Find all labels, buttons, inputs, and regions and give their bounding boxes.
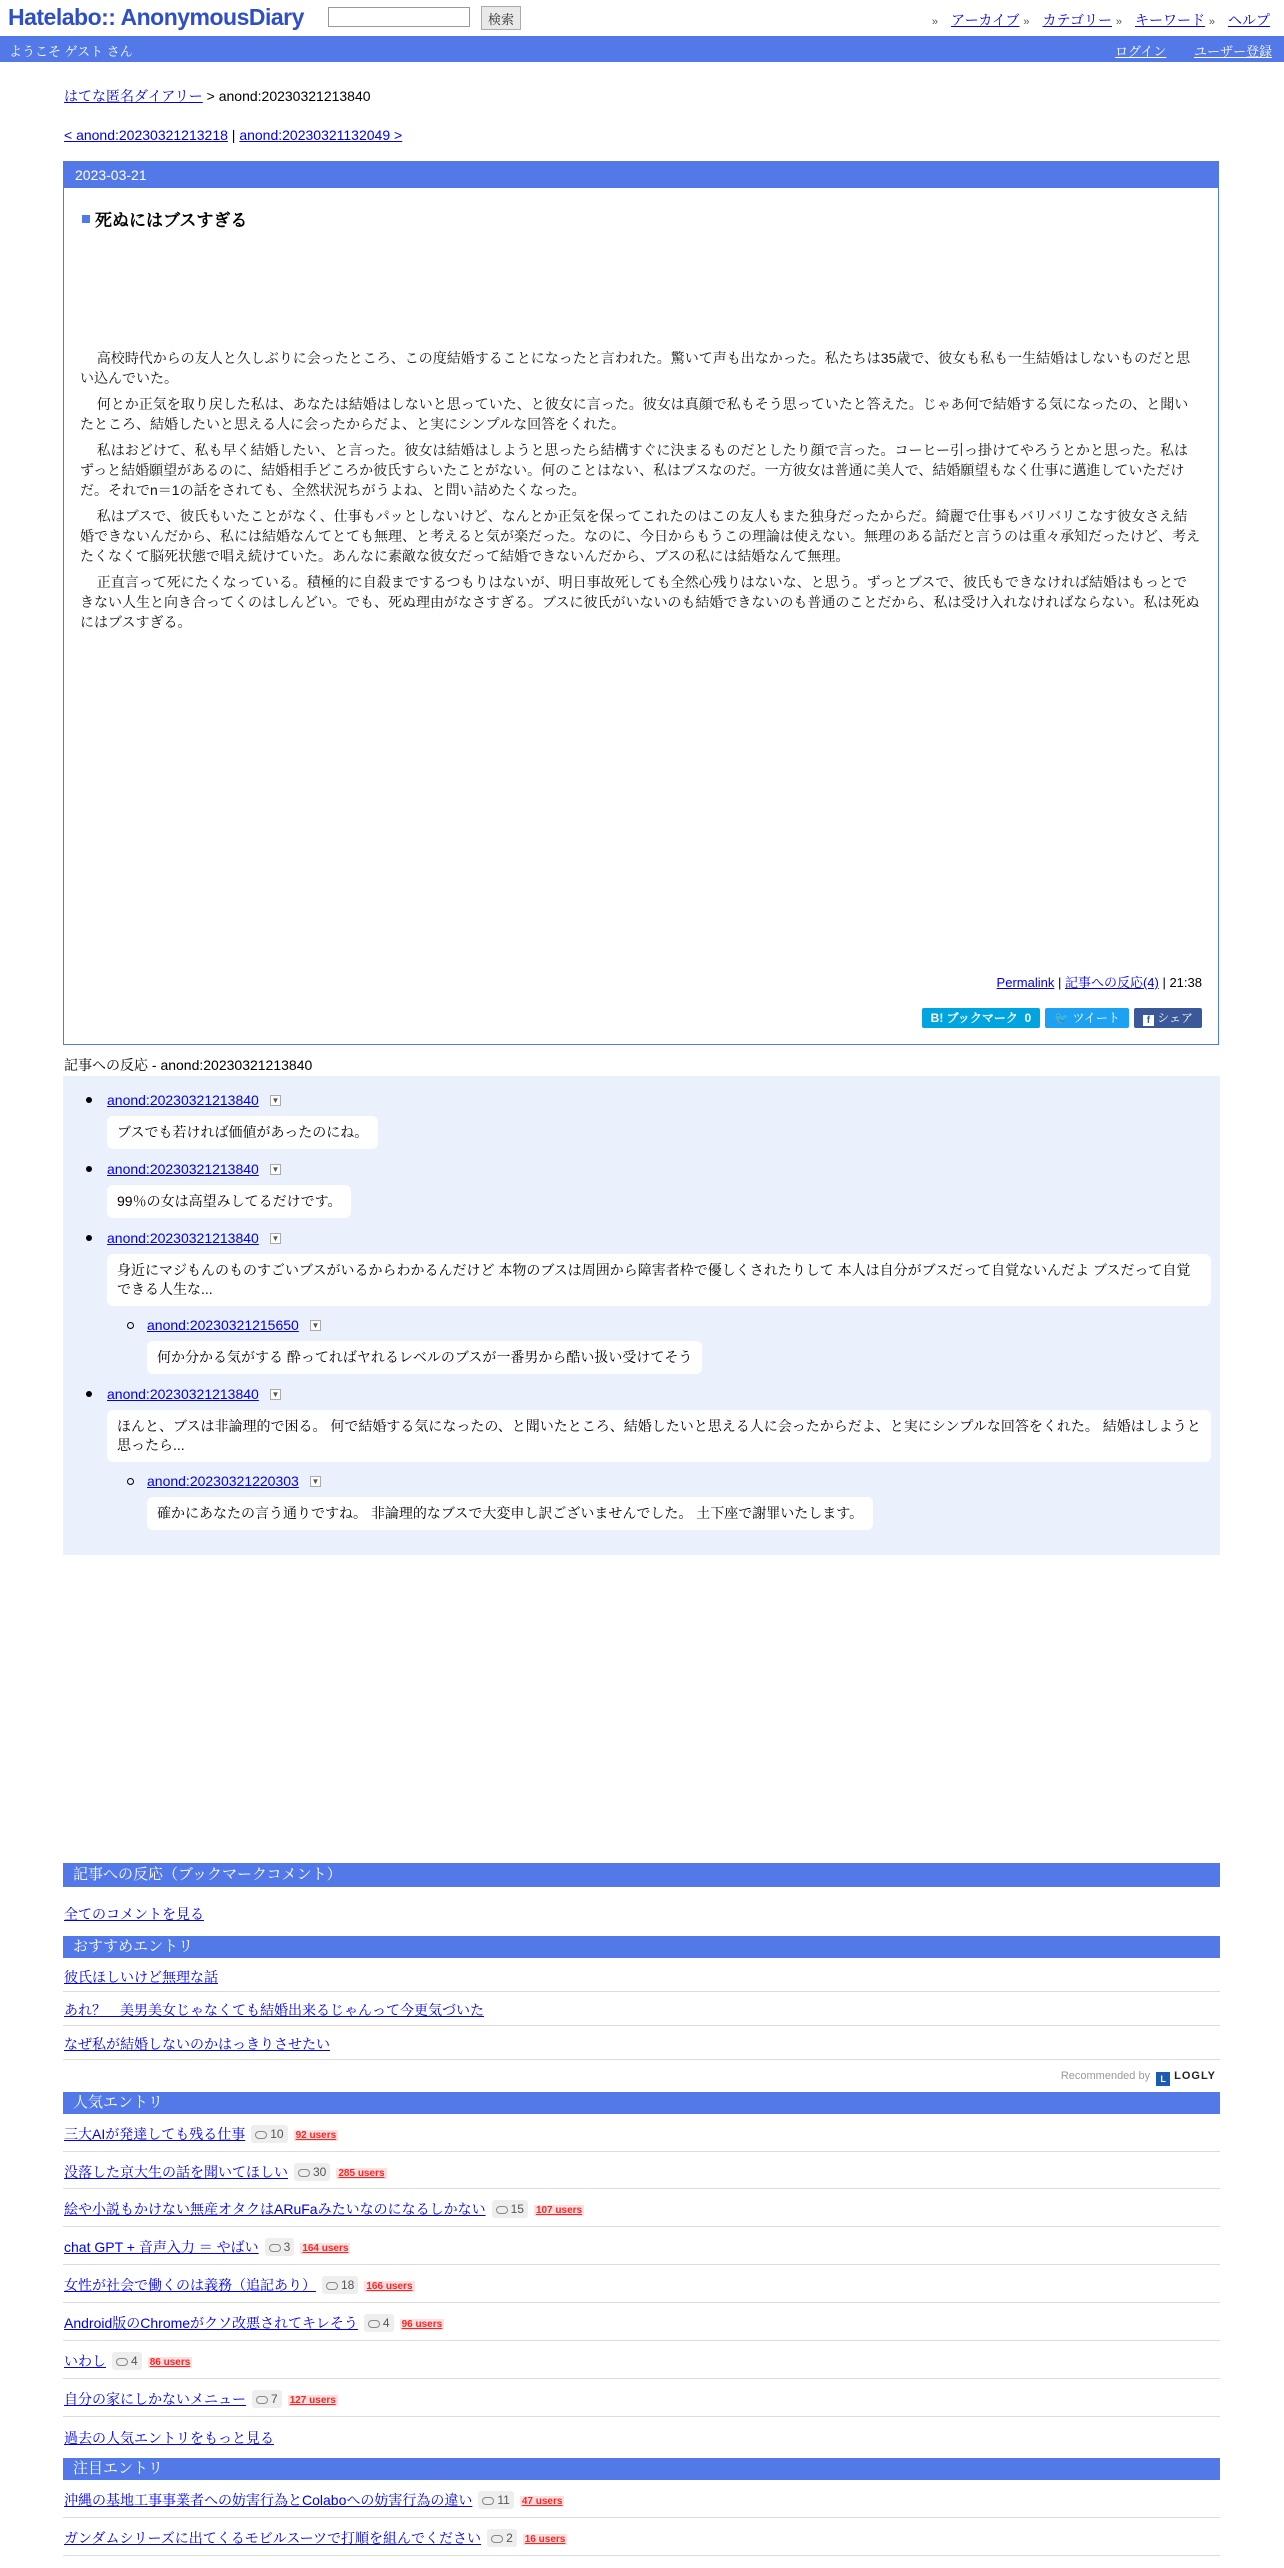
comment-count: 15 bbox=[510, 2202, 524, 2216]
reaction-link[interactable]: anond:20230321213840 bbox=[107, 1092, 259, 1108]
site-header bbox=[0, 0, 1284, 36]
facebook-share-button[interactable] bbox=[1134, 1008, 1202, 1028]
comment-count-badge[interactable] bbox=[251, 2125, 287, 2143]
logly-logo-icon: L bbox=[1156, 2072, 1170, 2086]
list-bullet bbox=[86, 1391, 92, 1397]
twitter-bird-icon: 🐦 bbox=[1054, 1011, 1070, 1025]
popular-entry bbox=[64, 2313, 444, 2333]
reaction-excerpt: ほんと、ブスは非論理的で困る。 何で結婚する気になったの、と聞いたところ、結婚したいと思える人に会ったからだよ、と実にシンプルな回答をくれた。 結婚はしようと思ったら... bbox=[107, 1410, 1211, 1462]
reaction-excerpt: 身近にマジもんのものすごいブスがいるからわかるんだけど 本物のブスは周囲から障害者枠で優しくされたりして 本人は自分がブスだって自覚ないんだよ ブスだって自覚できる人生な... bbox=[107, 1254, 1211, 1306]
list-bullet bbox=[86, 1097, 92, 1103]
search-input[interactable] bbox=[328, 7, 470, 27]
popular-entry-link[interactable]: 没落した京大生の話を聞いてほしい bbox=[64, 2164, 288, 2180]
bookmark-users-badge[interactable]: 96 users bbox=[401, 2319, 443, 2330]
reaction-link[interactable]: anond:20230321213840 bbox=[107, 1161, 259, 1177]
share-buttons bbox=[917, 1008, 1202, 1028]
featured-heading: 注目エントリ bbox=[63, 2458, 1220, 2480]
nav-help-link[interactable]: ヘルプ bbox=[1228, 12, 1270, 28]
entry-paragraph: 高校時代からの友人と久しぶりに会ったところ、この度結婚することになったと言われた。驚いて声も出なかった。私たちは35歳で、彼女も私も一生結婚はしないものだと思い込んでいた。 bbox=[80, 350, 1191, 386]
reaction-excerpt: ブスでも若ければ価値があったのにね。 bbox=[107, 1116, 378, 1149]
search-button[interactable]: 検索 bbox=[481, 6, 521, 30]
chevron-down-icon[interactable]: ▼ bbox=[271, 1390, 280, 1399]
speech-bubble-icon bbox=[326, 2282, 338, 2290]
bookmark-users-badge[interactable]: 285 users bbox=[338, 2168, 385, 2179]
comment-count: 2 bbox=[506, 2531, 513, 2545]
nav-keyword-link[interactable]: キーワード bbox=[1134, 12, 1205, 28]
bookmark-users-badge[interactable]: 16 users bbox=[524, 2534, 566, 2545]
entry-paragraph: 何とか正気を取り戻した私は、あなたは結婚はしないと思っていた、と彼女に言った。彼女は真顔で私もそう思っていたと答えた。じゃあ何で結婚する気になったの、と聞いたところ、結婚したいと思える人に会ったからだよ、と実にシンプルな回答をくれた。 bbox=[80, 396, 1189, 432]
featured-entry-link[interactable]: 沖縄の基地工事事業者への妨害行為とColaboへの妨害行為の違い bbox=[64, 2492, 473, 2508]
logly-logo[interactable]: LOGLY bbox=[1174, 2070, 1216, 2082]
speech-bubble-icon bbox=[491, 2535, 503, 2543]
popular-entry-link[interactable]: Android版のChromeがクソ改悪されてキレそう bbox=[64, 2315, 358, 2331]
more-popular-link[interactable]: 過去の人気エントリをもっと見る bbox=[64, 2430, 274, 2446]
breadcrumb-home-link[interactable]: はてな匿名ダイアリー bbox=[64, 88, 203, 104]
popular-entry bbox=[64, 2237, 350, 2257]
bookmark-users-badge[interactable]: 127 users bbox=[289, 2395, 336, 2406]
comment-count: 11 bbox=[497, 2493, 510, 2507]
comment-count: 7 bbox=[271, 2392, 278, 2406]
reaction-link[interactable]: anond:20230321220303 bbox=[147, 1473, 299, 1489]
speech-bubble-icon bbox=[368, 2320, 380, 2328]
popular-entry bbox=[64, 2275, 415, 2295]
entry-footer: Permalink | 記事への反応(4) | 21:38 bbox=[996, 975, 1202, 990]
reaction-excerpt: 確かにあなたの言う通りですね。 非論理的なブスで大変申し訳ございませんでした。 土下座で謝罪いたします。 bbox=[147, 1497, 873, 1530]
chevron-down-icon[interactable]: ▼ bbox=[311, 1321, 320, 1330]
bookmark-comments-heading: 記事への反応（ブックマークコメント） bbox=[63, 1863, 1220, 1887]
bookmark-users-badge[interactable]: 107 users bbox=[535, 2205, 583, 2216]
list-item bbox=[63, 2227, 1220, 2265]
entry-title-text: 死ぬにはブスすぎる bbox=[95, 211, 248, 230]
tweet-label: ツイート bbox=[1072, 1011, 1120, 1025]
entry-body bbox=[80, 348, 1200, 638]
popular-entry bbox=[64, 2162, 387, 2182]
entry-paragraph: 私はおどけて、私も早く結婚したい、と言った。彼女は結婚はしようと思ったら結構すぐに決まるものだとしたり顔で言った。コーヒー引っ掛けてやろうとかと思った。私はずっと結婚願望があるのに、結婚相手どころか彼氏すらいたことがない。何のことはない、私はブスなのだ。一方彼女は普通に美人で、結婚願望もなく仕事に邁進していただけだ。それでn＝1の話をされても、全然状況ちがうよね、と問い詰めたくなった。 bbox=[80, 442, 1188, 498]
list-item bbox=[63, 2341, 1220, 2379]
comment-count-badge[interactable] bbox=[478, 2491, 513, 2509]
comment-count: 3 bbox=[283, 2240, 291, 2254]
chevron-down-icon[interactable]: ▼ bbox=[311, 1477, 320, 1486]
recommended-by bbox=[1061, 2070, 1216, 2086]
popular-entry-link[interactable]: 三大AIが発達しても残る仕事 bbox=[64, 2126, 246, 2142]
bookmark-count: 0 bbox=[1024, 1011, 1032, 1025]
breadcrumb-current: anond:20230321213840 bbox=[218, 88, 371, 104]
list-item bbox=[63, 2480, 1220, 2518]
prev-entry-link[interactable]: < anond:20230321213218 bbox=[64, 127, 228, 143]
speech-bubble-icon bbox=[256, 2396, 268, 2404]
permalink-link[interactable]: Permalink bbox=[996, 975, 1055, 990]
reactions-heading: 記事への反応 - anond:20230321213840 bbox=[64, 1055, 1220, 1078]
recommended-entry-link[interactable]: 彼氏ほしいけど無理な話 bbox=[64, 1969, 218, 1985]
account-links bbox=[1091, 41, 1272, 60]
reactions-list bbox=[63, 1076, 1220, 1555]
bookmark-users-badge[interactable]: 164 users bbox=[302, 2243, 349, 2254]
chevron-right-icon: » bbox=[1023, 16, 1030, 28]
entry-paragraph: 私はブスで、彼氏もいたことがなく、仕事もパッとしないけど、なんとか正気を保ってこれたのはこの友人もまた独身だったからだ。綺麗で仕事もバリバリこなす彼女さえ結婚できないんだから、私には結婚なんてとても無理、と考えると気が楽だった。なのに、今日からもうこの理論は使えない。無理のある話だと言うのは重々承知だったけど、考えたくなくて脳死状態で唱え続けていた。あんなに素敵な彼女だって結婚できないんだから、ブスの私には結婚なんて無理。 bbox=[80, 508, 1200, 564]
featured-entry bbox=[64, 2490, 564, 2510]
entry-date: 2023-03-21 bbox=[64, 162, 1218, 188]
popular-entry bbox=[64, 2199, 584, 2219]
reaction-link[interactable]: anond:20230321215650 bbox=[147, 1317, 299, 1333]
list-bullet bbox=[127, 1322, 134, 1329]
popular-entry-link[interactable]: chat GPT + 音声入力 ＝ やばい bbox=[64, 2239, 259, 2255]
popular-entry-link[interactable]: 女性が社会で働くのは義務（追記あり） bbox=[64, 2277, 316, 2293]
list-bullet bbox=[127, 1478, 134, 1485]
bookmark-users-badge[interactable]: 92 users bbox=[295, 2130, 337, 2141]
speech-bubble-icon bbox=[496, 2206, 508, 2214]
register-link[interactable]: ユーザー登録 bbox=[1193, 44, 1272, 59]
recommended-by-label: Recommended by bbox=[1060, 2070, 1151, 2082]
entry-permalink-square-icon[interactable] bbox=[82, 215, 90, 223]
pager-separator: | bbox=[231, 127, 236, 143]
comment-count: 10 bbox=[270, 2127, 284, 2141]
popular-entry bbox=[64, 2389, 338, 2409]
bookmark-users-badge[interactable]: 47 users bbox=[521, 2496, 563, 2507]
bookmark-users-badge[interactable]: 166 users bbox=[366, 2281, 413, 2292]
list-item bbox=[63, 2379, 1220, 2417]
recommended-entry-link[interactable]: あれ？ 美男美女じゃなくても結婚出来るじゃんって今更気づいた bbox=[64, 2002, 484, 2018]
bookmark-label: B! ブックマーク bbox=[930, 1011, 1018, 1025]
popular-entry bbox=[64, 2124, 338, 2144]
breadcrumb-separator: > bbox=[206, 88, 215, 104]
list-item bbox=[63, 2152, 1220, 2189]
share-label: シェア bbox=[1157, 1011, 1193, 1025]
chevron-down-icon[interactable]: ▼ bbox=[271, 1096, 280, 1105]
entry-title bbox=[82, 206, 247, 231]
popular-entry-link[interactable]: 絵や小説もかけない無産オタクはARuFaみたいなのになるしかない bbox=[64, 2201, 486, 2217]
popular-entry-link[interactable]: いわし bbox=[64, 2353, 106, 2369]
popular-entry bbox=[64, 2351, 192, 2371]
list-item bbox=[63, 2303, 1220, 2341]
reaction-excerpt: 99％の女は高望みしてるだけです。 bbox=[107, 1185, 351, 1218]
popular-heading: 人気エントリ bbox=[63, 2092, 1220, 2114]
all-comments-link[interactable]: 全てのコメントを見る bbox=[64, 1906, 204, 1922]
reactions-link[interactable]: 記事への反応(4) bbox=[1064, 975, 1159, 990]
comment-count-badge[interactable] bbox=[294, 2163, 330, 2181]
tweet-button[interactable] bbox=[1045, 1008, 1129, 1028]
comment-count-badge[interactable] bbox=[112, 2352, 142, 2370]
entry-pager bbox=[64, 127, 402, 143]
comment-count-badge[interactable] bbox=[487, 2529, 517, 2547]
list-item bbox=[63, 2265, 1220, 2303]
chevron-right-icon: » bbox=[1115, 16, 1122, 28]
header-nav bbox=[932, 10, 1270, 30]
comment-count-badge[interactable] bbox=[322, 2276, 358, 2294]
popular-entry-link[interactable]: 自分の家にしかないメニュー bbox=[64, 2391, 246, 2407]
bookmark-users-badge[interactable]: 86 users bbox=[149, 2357, 191, 2368]
list-item bbox=[63, 2026, 1220, 2060]
speech-bubble-icon bbox=[269, 2244, 281, 2252]
comment-count: 18 bbox=[341, 2278, 355, 2292]
speech-bubble-icon bbox=[298, 2169, 310, 2177]
reaction-link[interactable]: anond:20230321213840 bbox=[107, 1386, 259, 1402]
breadcrumb bbox=[64, 86, 371, 106]
chevron-down-icon[interactable]: ▼ bbox=[271, 1234, 280, 1243]
list-item bbox=[63, 2114, 1220, 2152]
login-link[interactable]: ログイン bbox=[1115, 44, 1167, 59]
next-entry-link[interactable]: anond:20230321132049 > bbox=[239, 127, 403, 143]
chevron-right-icon: » bbox=[931, 16, 939, 28]
comment-count-badge[interactable] bbox=[265, 2238, 295, 2256]
facebook-icon: f bbox=[1143, 1015, 1154, 1026]
entry-paragraph: 正直言って死にたくなっている。積極的に自殺までするつもりはないが、明日事故死しても全然心残りはないな、と思う。ずっとブスで、彼氏もできなければ結婚はもっとできない人生と向き合ってくのはしんどい。でも、死ぬ理由がなさすぎる。ブスに彼氏がいないのも結婚できないのも普通のことだから、私は受け入れなければならない。私は死ぬにはブスすぎる。 bbox=[80, 574, 1200, 630]
welcome-text: ようこそ ゲスト さん bbox=[9, 44, 133, 59]
list-item bbox=[63, 1958, 1220, 1992]
speech-bubble-icon bbox=[255, 2131, 267, 2139]
speech-bubble-icon bbox=[116, 2358, 128, 2366]
comment-count-badge[interactable] bbox=[492, 2200, 528, 2218]
featured-entry-link[interactable]: ガンダムシリーズに出てくるモビルスーツで打順を組んでください bbox=[64, 2530, 482, 2546]
chevron-down-icon[interactable]: ▼ bbox=[271, 1165, 280, 1174]
featured-entry bbox=[64, 2528, 567, 2548]
reaction-excerpt: 何か分かる気がする 酔ってればヤれるレベルのブスが一番男から酷い扱い受けてそう bbox=[147, 1341, 702, 1374]
speech-bubble-icon bbox=[482, 2497, 494, 2505]
list-item bbox=[63, 2518, 1220, 2556]
comment-count-badge[interactable] bbox=[364, 2314, 394, 2332]
comment-count: 4 bbox=[382, 2316, 390, 2330]
entry-time: 21:38 bbox=[1169, 975, 1202, 990]
welcome-bar bbox=[0, 36, 1284, 62]
recommended-entry-link[interactable]: なぜ私が結婚しないのかはっきりさせたい bbox=[64, 2036, 330, 2052]
nav-archive-link[interactable]: アーカイブ bbox=[951, 12, 1020, 28]
site-logo[interactable]: Hatelabo:: AnonymousDiary bbox=[8, 4, 304, 30]
chevron-right-icon: » bbox=[1208, 16, 1215, 28]
recommended-heading: おすすめエントリ bbox=[63, 1936, 1220, 1958]
hatena-bookmark-button[interactable] bbox=[922, 1008, 1041, 1028]
comment-count: 30 bbox=[313, 2165, 327, 2179]
list-bullet bbox=[86, 1235, 92, 1241]
list-item bbox=[63, 2189, 1220, 2227]
entry-box bbox=[63, 161, 1219, 1045]
comment-count-badge[interactable] bbox=[252, 2390, 282, 2408]
comment-count: 4 bbox=[131, 2354, 138, 2368]
list-bullet bbox=[86, 1166, 92, 1172]
list-item bbox=[63, 1992, 1220, 2026]
nav-category-link[interactable]: カテゴリー bbox=[1042, 12, 1112, 28]
reaction-link[interactable]: anond:20230321213840 bbox=[107, 1230, 259, 1246]
